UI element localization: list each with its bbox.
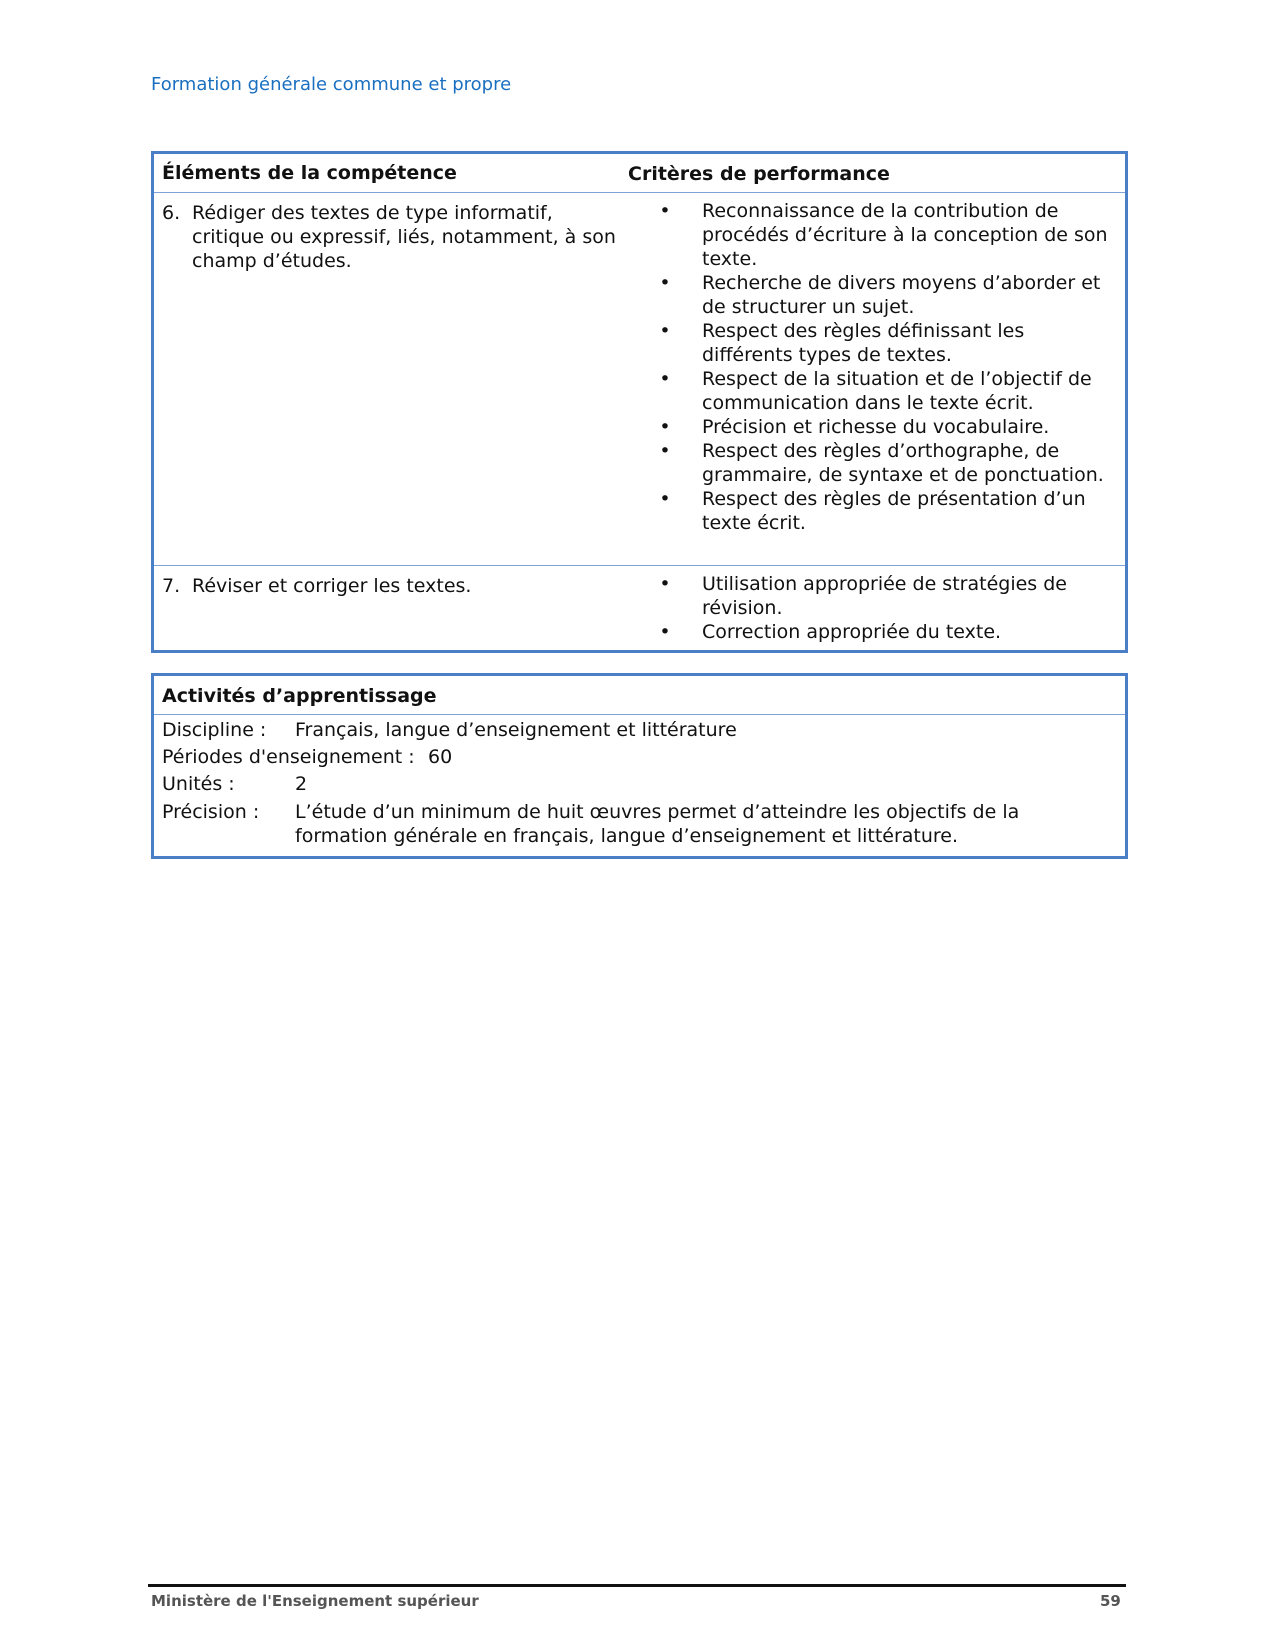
bullet-icon: • [659,368,671,390]
bullet-icon: • [659,488,671,510]
discipline-value: Français, langue d’enseignement et littérature [295,719,737,741]
element-text: Rédiger des textes de type informatif, critique ou expressif, liés, notamment, à son champ d’études. [192,202,616,272]
competence-table [151,151,1128,653]
criterion-text: Respect des règles de présentation d’un texte écrit. [702,488,1086,534]
criterion-text: Reconnaissance de la contribution de procédés d’écriture à la conception de son texte. [702,200,1108,270]
list-item [628,319,1117,367]
criteria-list [628,199,1117,535]
element-cell [154,566,628,650]
bullet-icon: • [659,621,671,643]
list-item [628,487,1117,535]
table-header-row [154,154,1125,192]
bullet-icon: • [659,272,671,294]
element-number: 6. [162,202,181,224]
criterion-text: Respect des règles définissant les différents types de textes. [702,320,1025,366]
units-label: Unités : [162,773,235,795]
running-header: Formation générale commune et propre [151,74,512,95]
table-row [154,565,1125,650]
discipline-row [154,717,1125,744]
header-elements: Éléments de la compétence [162,162,457,184]
bullet-icon: • [659,320,671,342]
list-item [628,199,1117,271]
list-item [628,271,1117,319]
precision-value: L’étude d’un minimum de huit œuvres permet d’atteindre les objectifs de la formation générale en français, langue d’enseignement et littérature. [295,801,1020,847]
activities-table [151,673,1128,859]
element-cell [154,193,628,565]
activities-title: Activités d’apprentissage [162,685,437,707]
footer-ministry: Ministère de l'Enseignement supérieur [151,1592,479,1610]
bullet-icon: • [659,200,671,222]
units-row [154,771,1125,798]
page-number: 59 [1100,1592,1121,1610]
criterion-text: Utilisation appropriée de stratégies de révision. [702,573,1067,619]
periods-value: 60 [428,746,453,768]
element-text: Réviser et corriger les textes. [192,575,472,597]
activities-body [154,714,1125,856]
header-criteria: Critères de performance [628,163,890,185]
activities-header-row [154,676,1125,714]
bullet-icon: • [659,440,671,462]
criterion-text: Recherche de divers moyens d’aborder et de structurer un sujet. [702,272,1101,318]
discipline-label: Discipline : [162,719,267,741]
criterion-text: Respect de la situation et de l’objectif de communication dans le texte écrit. [702,368,1092,414]
list-item [628,572,1117,620]
periods-label: Périodes d'enseignement : [162,746,415,768]
units-value: 2 [295,773,308,795]
periods-row [154,744,1125,771]
criteria-cell [628,566,1125,650]
element-number: 7. [162,575,181,597]
bullet-icon: • [659,573,671,595]
criteria-list [628,572,1117,644]
criteria-cell [628,193,1125,565]
list-item [628,620,1117,644]
list-item [628,415,1117,439]
table-row [154,192,1125,565]
criterion-text: Correction appropriée du texte. [702,621,1002,643]
bullet-icon: • [659,416,671,438]
criterion-text: Précision et richesse du vocabulaire. [702,416,1050,438]
criterion-text: Respect des règles d’orthographe, de grammaire, de syntaxe et de ponctuation. [702,440,1104,486]
list-item [628,367,1117,415]
precision-label: Précision : [162,801,260,823]
list-item [628,439,1117,487]
footer-divider [148,1584,1126,1587]
precision-row [154,798,1125,848]
